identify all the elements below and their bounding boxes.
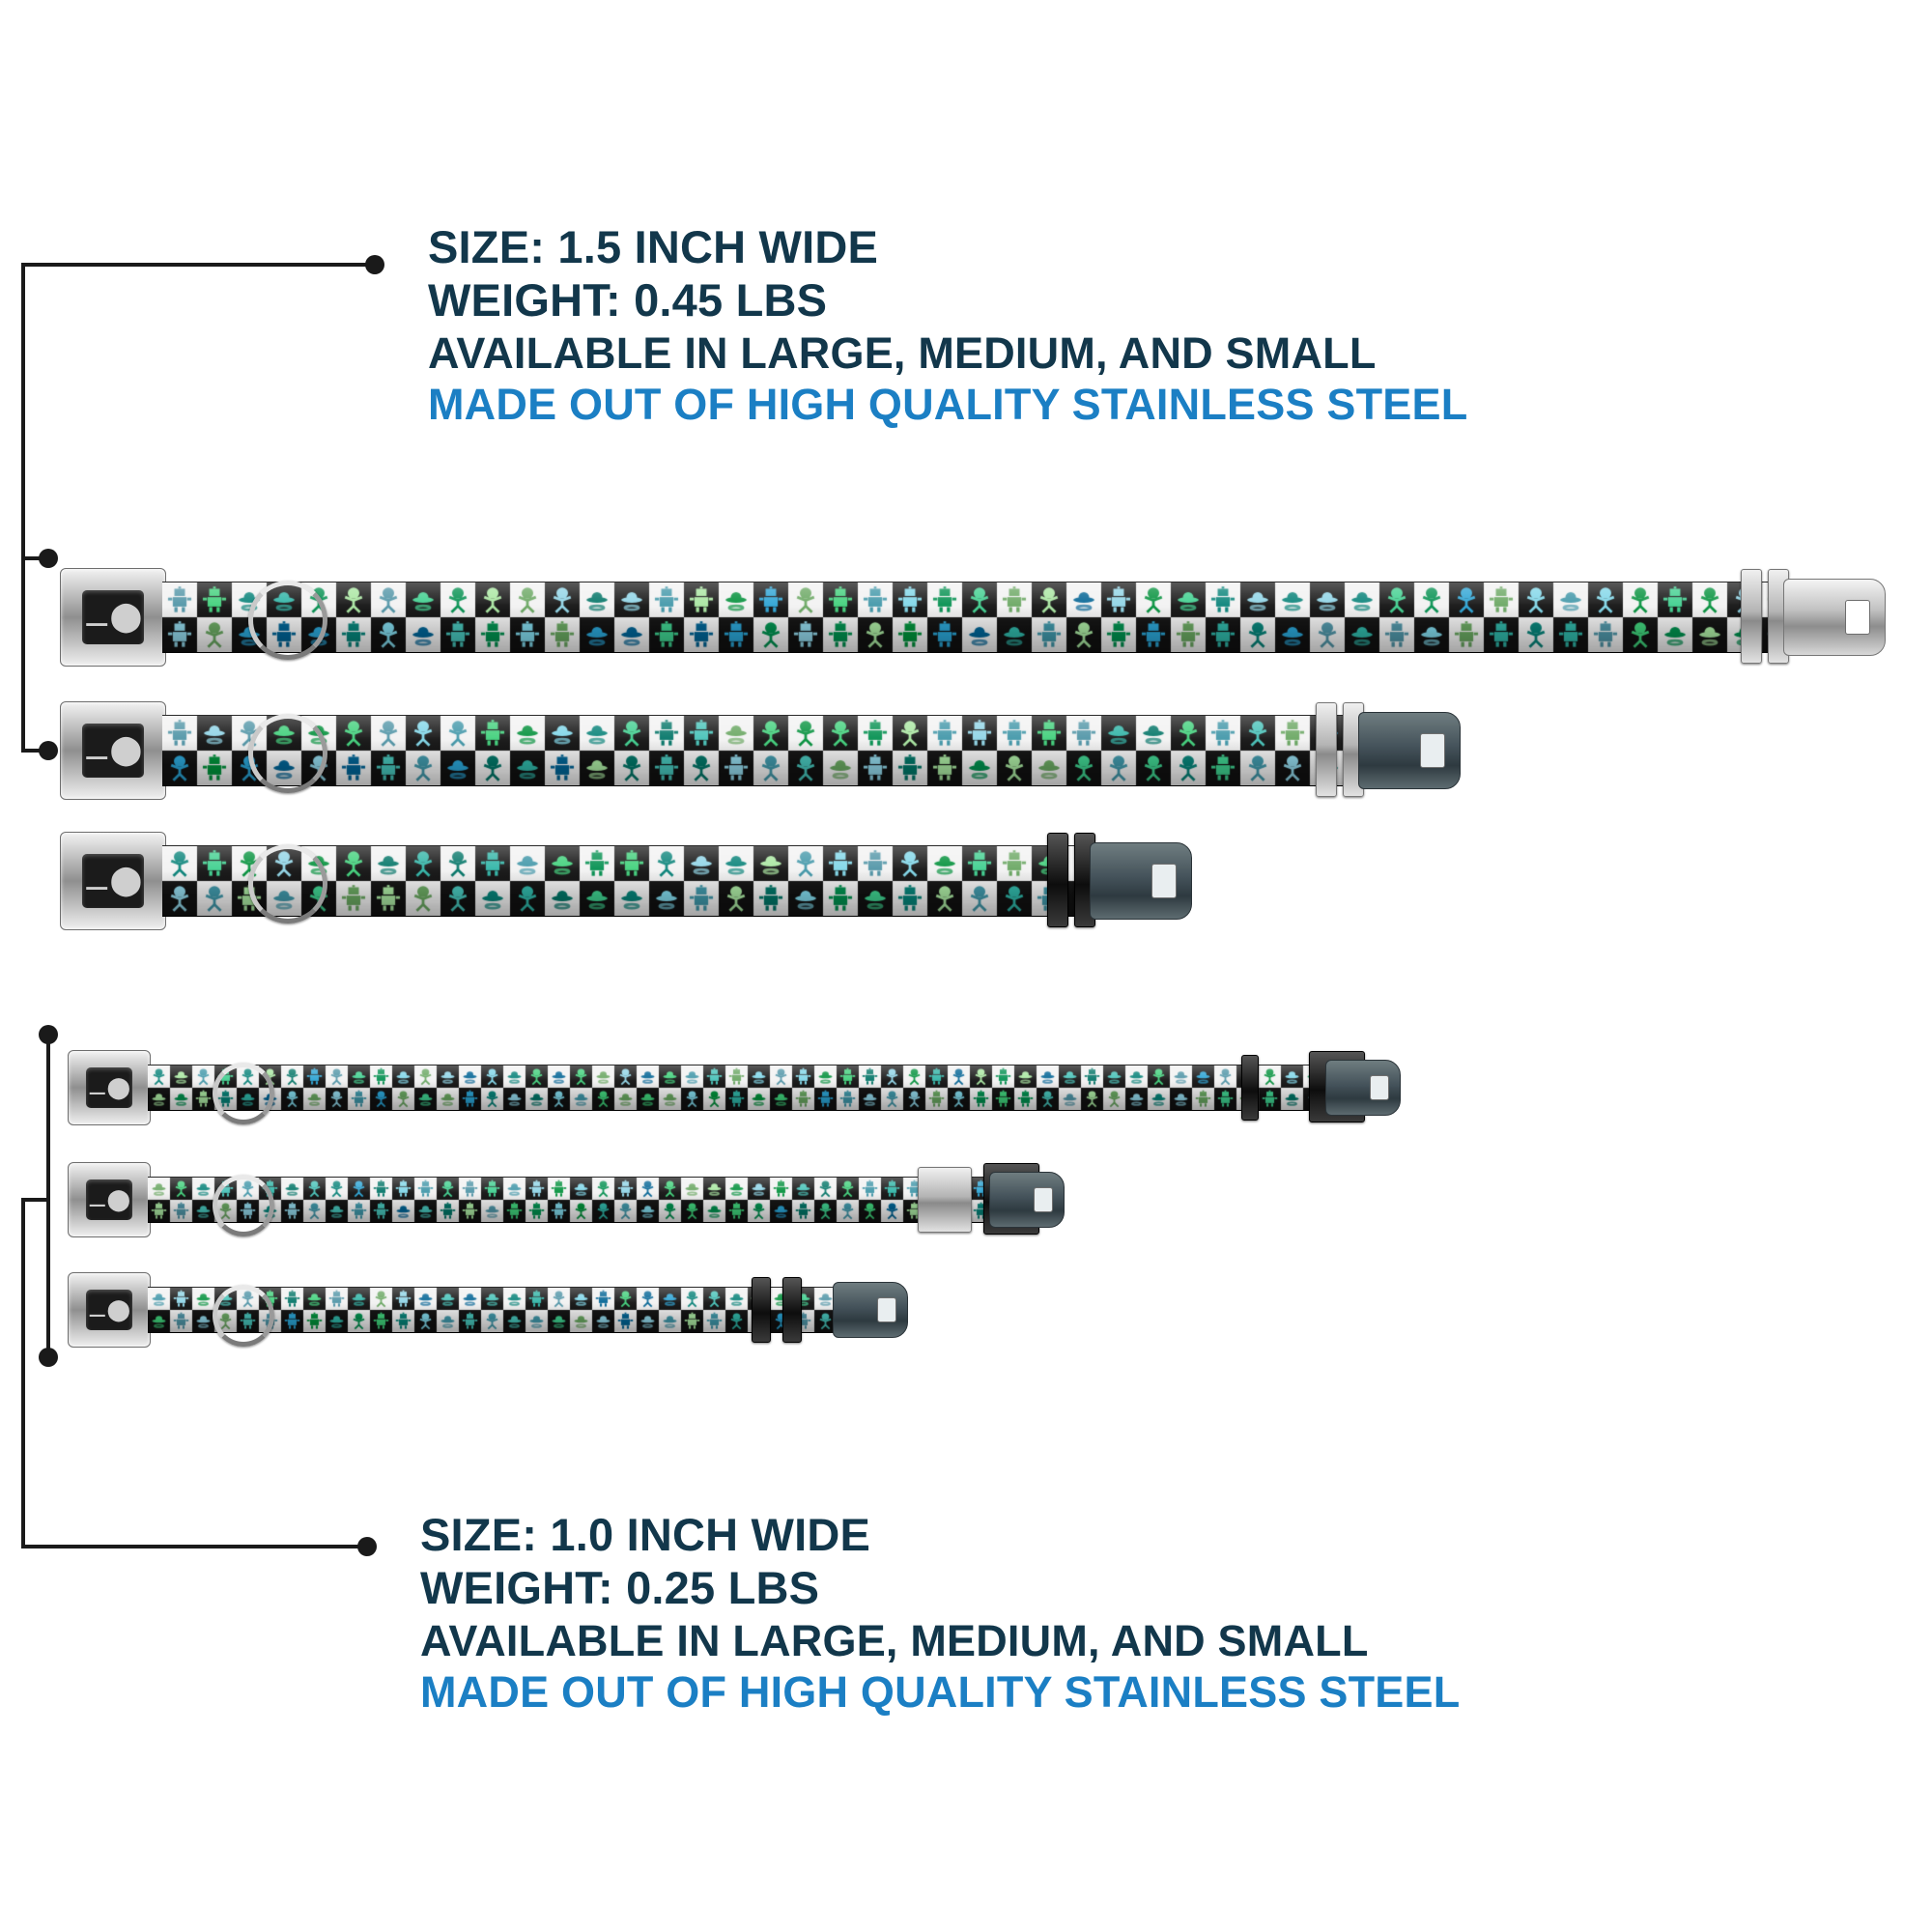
leader-dot-bottom-text — [357, 1537, 377, 1556]
collar-10-large[interactable] — [68, 1049, 1401, 1126]
strap-keeper[interactable] — [1741, 569, 1762, 664]
seatbelt-buckle[interactable] — [68, 1162, 151, 1237]
latch-plate-hole — [1370, 1075, 1389, 1100]
collar-15-small[interactable] — [60, 829, 1192, 933]
leader-line-top-vertical — [21, 263, 25, 751]
leader-dot-top-collar-small — [39, 741, 58, 760]
bone-icon: ⚊⬤ — [87, 1187, 131, 1211]
seatbelt-buckle[interactable] — [60, 701, 166, 800]
leader-dot-top-collar-large — [39, 549, 58, 568]
robot-alien-checker-pattern — [162, 716, 1364, 785]
spec-text-small — [420, 1508, 1460, 1718]
leader-line-bottom-horizontal — [21, 1545, 371, 1548]
buckle-release-button[interactable] — [82, 854, 144, 908]
strap-keeper[interactable] — [1047, 833, 1068, 927]
collar-webbing — [148, 1065, 1329, 1111]
latch-plate-hole — [1034, 1187, 1053, 1212]
seatbelt-buckle[interactable] — [60, 832, 166, 930]
leader-dot-top-text — [365, 255, 384, 274]
bone-icon: ⚊⬤ — [83, 734, 143, 766]
strap-keeper[interactable] — [752, 1277, 771, 1343]
latch-plate[interactable] — [989, 1172, 1065, 1228]
seatbelt-buckle[interactable] — [68, 1050, 151, 1125]
robot-alien-checker-pattern — [162, 582, 1789, 652]
latch-plate[interactable] — [1090, 842, 1192, 920]
buckle-release-button[interactable] — [86, 1290, 132, 1330]
d-ring[interactable] — [213, 1285, 274, 1347]
strap-keeper[interactable] — [1316, 702, 1337, 797]
d-ring[interactable] — [248, 844, 327, 923]
d-ring[interactable] — [248, 581, 327, 660]
bone-icon: ⚊⬤ — [83, 865, 143, 896]
buckle-release-button[interactable] — [86, 1179, 132, 1220]
collar-15-medium[interactable] — [60, 698, 1461, 803]
spec-text-large — [428, 220, 1467, 430]
latch-plate-hole — [1151, 864, 1177, 898]
latch-plate[interactable] — [1325, 1060, 1401, 1116]
spec-availability-large: AVAILABLE IN LARGE, MEDIUM, AND SMALL — [428, 327, 1377, 378]
spec-availability-small: AVAILABLE IN LARGE, MEDIUM, AND SMALL — [420, 1615, 1369, 1665]
collar-10-medium[interactable] — [68, 1161, 1065, 1238]
buckle-release-button[interactable] — [86, 1067, 132, 1108]
spec-material-large: MADE OUT OF HIGH QUALITY STAINLESS STEEL — [428, 380, 1468, 429]
strap-adjuster[interactable] — [782, 1277, 802, 1343]
d-ring[interactable] — [248, 714, 327, 793]
seatbelt-buckle[interactable] — [60, 568, 166, 667]
latch-plate[interactable] — [1783, 579, 1886, 656]
robot-alien-checker-pattern — [148, 1065, 1329, 1110]
leader-line-bottom-vertical — [21, 1198, 25, 1548]
spec-weight-small: WEIGHT: 0.25 LBS — [420, 1562, 820, 1614]
latch-plate[interactable] — [1358, 712, 1461, 789]
d-ring[interactable] — [213, 1175, 274, 1236]
latch-plate[interactable] — [833, 1282, 908, 1338]
robot-alien-checker-pattern — [148, 1178, 993, 1222]
buckle-release-button[interactable] — [82, 590, 144, 644]
collar-webbing — [148, 1177, 993, 1223]
bone-icon: ⚊⬤ — [83, 601, 143, 633]
spec-size-large: SIZE: 1.5 INCH WIDE — [428, 221, 879, 272]
spec-size-small: SIZE: 1.0 INCH WIDE — [420, 1509, 871, 1560]
latch-plate-hole — [1845, 600, 1870, 635]
leader-line-bottom-arm-1 — [46, 1033, 50, 1359]
strap-keeper[interactable] — [1241, 1055, 1259, 1121]
spec-material-small: MADE OUT OF HIGH QUALITY STAINLESS STEEL — [420, 1667, 1461, 1717]
collar-webbing — [162, 582, 1789, 653]
buckle-release-button[interactable] — [82, 724, 144, 778]
leader-line-top-horizontal — [21, 263, 379, 267]
bone-icon: ⚊⬤ — [87, 1075, 131, 1099]
collar-webbing — [162, 715, 1364, 786]
collar-15-large[interactable] — [60, 565, 1886, 669]
strap-keeper[interactable] — [918, 1167, 972, 1233]
d-ring[interactable] — [213, 1063, 274, 1124]
bone-icon: ⚊⬤ — [87, 1297, 131, 1321]
collar-10-small[interactable] — [68, 1271, 908, 1349]
leader-line-bottom-connector — [21, 1198, 50, 1202]
spec-weight-large: WEIGHT: 0.45 LBS — [428, 274, 828, 327]
latch-plate-hole — [1420, 733, 1445, 768]
latch-plate-hole — [877, 1297, 896, 1322]
seatbelt-buckle[interactable] — [68, 1272, 151, 1348]
